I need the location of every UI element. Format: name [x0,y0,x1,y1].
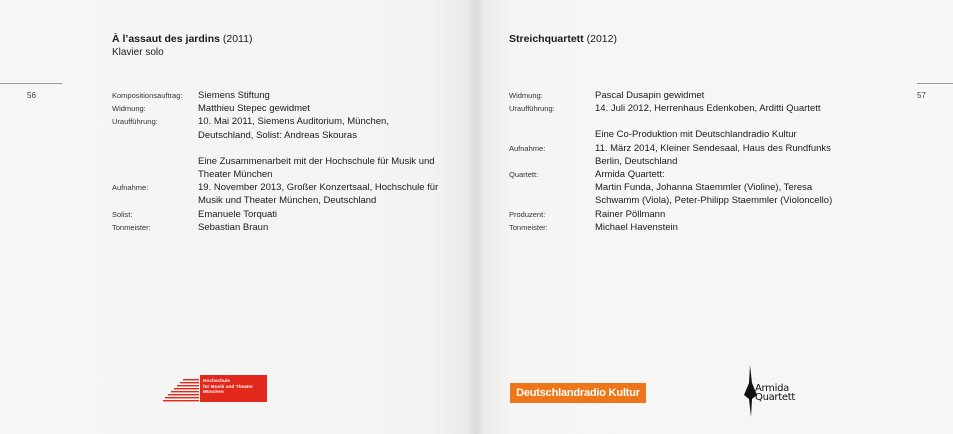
credit-value: 14. Juli 2012, Herrenhaus Edenkoben, Arditti Quartett [595,103,821,115]
credit-row [509,102,889,115]
credit-value: Pascal Dusapin gewidmet [595,90,705,101]
piece-title-text: Streichquartett [509,33,584,45]
hmtm-logo [163,373,267,402]
credit-value: Sebastian Braun [198,221,269,233]
credit-row [509,142,889,168]
piece-year: (2011) [219,33,253,45]
credit-value: 19. November 2013, Großer Konzertsaal, Hochschule für Musik und Theater München, Deutschland [198,182,439,207]
credit-label: Aufnahme: [112,183,149,193]
hmtm-logo-text: Hochschule für Musik und Theater München [200,375,267,402]
credit-value: Rainer Pöllmann [595,208,666,220]
piece-subtitle: Klavier solo [112,47,164,58]
credit-row [112,208,472,221]
page-rule-left [0,83,62,84]
credit-label: Produzent: [509,209,546,219]
piece-year: (2012) [583,33,617,45]
credit-label [112,155,198,181]
credit-value: Eine Co-Produktion mit Deutschlandradio Kultur [595,129,797,141]
credit-row [112,89,472,102]
credit-row [112,221,472,234]
credit-label: Widmung: [112,104,146,114]
credits-list [509,89,889,234]
credit-row [509,89,889,102]
piece-title-text: À l’assaut des jardins [112,33,220,45]
credit-value: Matthieu Stepec gewidmet [198,103,310,115]
credits-list [112,89,472,234]
credit-row [509,221,889,234]
page-rule-right [917,83,953,84]
credit-label [509,128,595,141]
credit-label: Uraufführung: [509,104,555,114]
right-page [476,0,953,434]
credit-value: Emanuele Torquati [198,208,278,220]
credit-label: Kompositionsauftrag: [112,91,183,100]
deutschlandradio-logo: Deutschlandradio Kultur [510,383,646,403]
credit-value: Armida Quartett: Martin Funda, Johanna Staemmler (Violine), Teresa Schwamm (Viola), Peter-Philipp Staemmler (Violoncello) [595,169,833,207]
credit-row [509,208,889,221]
credit-row [112,115,472,141]
page-number: 57 [917,91,926,100]
credit-row [509,168,889,208]
credit-label: Solist: [112,209,133,219]
credit-value: Eine Zusammenarbeit mit der Hochschule für Musik und Theater München [198,155,435,181]
stairs-icon [163,373,199,402]
credit-value: Michael Havenstein [595,221,678,233]
credit-label: Tonmeister: [509,222,548,232]
credit-row [112,181,472,207]
credit-row [112,155,472,181]
credit-label: Aufnahme: [509,143,546,153]
credits-spacer [112,142,472,155]
credit-label: Uraufführung: [112,117,158,127]
piece-title [112,33,252,45]
credit-row [112,102,472,115]
credit-label: Quartett: [509,170,539,180]
armida-logo-text: Armida Quartett [755,383,795,403]
piece-title [509,33,617,45]
credit-row [509,128,889,141]
credit-value: Siemens Stiftung [198,90,270,101]
credit-value: 11. März 2014, Kleiner Sendesaal, Haus des Rundfunks Berlin, Deutschland [595,142,831,167]
credit-value: 10. Mai 2011, Siemens Auditorium, München, Deutschland, Solist: Andreas Skouras [198,116,389,141]
credit-label: Tonmeister: [112,222,151,232]
page-number: 56 [27,91,36,100]
book-gutter [468,0,484,434]
credit-label: Widmung: [509,91,543,100]
left-page [0,0,476,434]
armida-logo [742,365,797,420]
credits-spacer [509,115,889,128]
